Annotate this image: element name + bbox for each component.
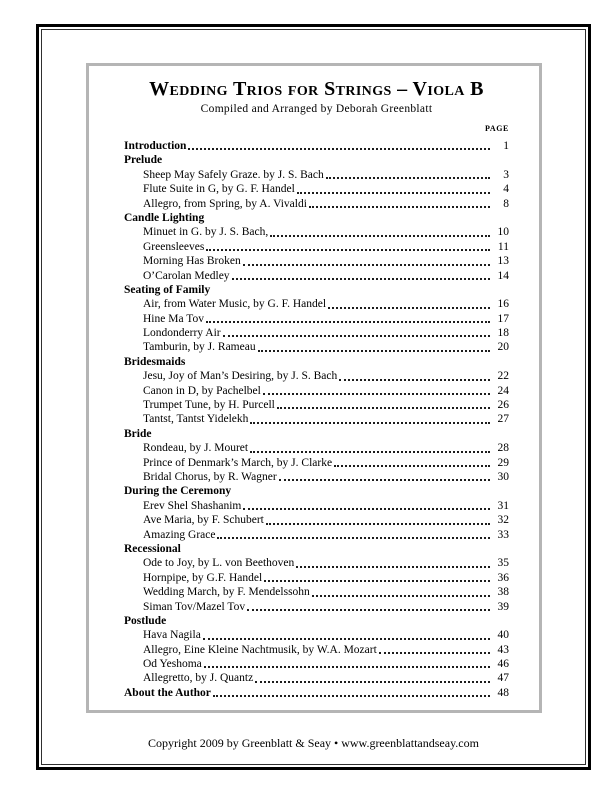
toc-row [124, 614, 509, 628]
toc-entry-label: Hava Nagila [143, 629, 201, 642]
toc-row [124, 211, 509, 225]
toc-row [124, 240, 509, 254]
toc-row [124, 628, 509, 642]
toc-row [124, 269, 509, 283]
toc-row [124, 283, 509, 297]
toc-page-number: 27 [497, 413, 509, 426]
toc-page-number: 18 [497, 327, 509, 340]
toc-dot-leader [204, 666, 490, 668]
toc-page-number: 24 [497, 384, 509, 397]
toc-entry-label: Wedding March, by F. Mendelssohn [143, 586, 310, 599]
toc-page-number: 14 [497, 269, 509, 282]
toc-dot-leader [206, 249, 490, 251]
toc-row [124, 254, 509, 268]
toc-row [124, 153, 509, 167]
toc-page-number: 48 [497, 686, 509, 699]
toc-entry-label: Allegretto, by J. Quantz [143, 672, 254, 685]
page-title: Wedding Trios for Strings – Viola B [149, 78, 484, 100]
toc-row [124, 513, 509, 527]
toc-row [124, 197, 509, 211]
toc-page-number: 20 [497, 341, 509, 354]
toc-dot-leader [206, 321, 490, 323]
toc-entry-label: Erev Shel Shashanim [143, 499, 242, 512]
toc-entry-label: Tamburin, by J. Rameau [143, 341, 256, 354]
toc-page-number: 1 [503, 140, 509, 152]
toc-dot-leader [334, 465, 490, 467]
toc-row [124, 225, 509, 239]
toc-dot-leader [266, 523, 490, 525]
toc-page-number: 28 [497, 442, 509, 455]
toc-dot-leader [379, 652, 490, 654]
toc-page-number: 30 [497, 470, 509, 483]
toc-row [124, 412, 509, 426]
toc-entry-label: Trumpet Tune, by H. Purcell [143, 399, 275, 412]
toc-page-number: 10 [497, 226, 509, 239]
toc-row [124, 326, 509, 340]
toc-row [124, 643, 509, 657]
toc-page-number: 26 [497, 399, 509, 412]
toc-dot-leader [296, 566, 490, 568]
toc-row [124, 398, 509, 412]
toc-row [124, 671, 509, 685]
toc-row [124, 484, 509, 498]
toc-page-number: 4 [503, 183, 509, 196]
toc-dot-leader [263, 393, 490, 395]
toc-dot-leader [297, 192, 490, 194]
toc-dot-leader [312, 595, 490, 597]
toc-entry-label: Allegro, from Spring, by A. Vivaldi [143, 197, 307, 210]
table-of-contents [124, 139, 509, 700]
toc-section-label: Bride [124, 427, 152, 440]
toc-section-label: About the Author [124, 686, 211, 699]
toc-dot-leader [277, 407, 490, 409]
toc-page-number: 40 [497, 629, 509, 642]
toc-row [124, 571, 509, 585]
toc-dot-leader [255, 681, 490, 683]
toc-section-label: During the Ceremony [124, 485, 232, 498]
toc-entry-label: Ave Maria, by F. Schubert [143, 514, 264, 527]
toc-entry-label: Sheep May Safely Graze. by J. S. Bach [143, 168, 324, 181]
toc-page-number: 17 [497, 312, 509, 325]
toc-row [124, 600, 509, 614]
toc-row [124, 384, 509, 398]
toc-dot-leader [223, 335, 490, 337]
toc-page-number: 47 [497, 672, 509, 685]
toc-row [124, 542, 509, 556]
toc-dot-leader [250, 422, 490, 424]
toc-entry-label: Flute Suite in G, by G. F. Handel [143, 183, 295, 196]
toc-page-number: 29 [497, 456, 509, 469]
toc-dot-leader [243, 264, 490, 266]
toc-section-label: Recessional [124, 542, 181, 555]
toc-page-number: 11 [497, 240, 509, 253]
toc-entry-label: Air, from Water Music, by G. F. Handel [143, 298, 327, 311]
toc-entry-label: Prince of Denmark’s March, by J. Clarke [143, 456, 333, 469]
toc-row [124, 657, 509, 671]
toc-section-label: Seating of Family [124, 283, 211, 296]
toc-dot-leader [217, 537, 490, 539]
toc-dot-leader [328, 307, 490, 309]
toc-row [124, 182, 509, 196]
page-column-label: PAGE [484, 124, 509, 133]
toc-page-number: 39 [497, 600, 509, 613]
toc-page-number: 3 [503, 168, 509, 181]
toc-row [124, 528, 509, 542]
toc-page-number: 46 [497, 658, 509, 671]
toc-row [124, 297, 509, 311]
toc-entry-label: Hine Ma Tov [143, 312, 204, 325]
toc-row [124, 686, 509, 700]
toc-entry-label: O’Carolan Medley [143, 269, 230, 282]
toc-entry-label: Od Yeshoma [143, 658, 202, 671]
toc-dot-leader [264, 580, 490, 582]
toc-entry-label: Canon in D, by Pachelbel [143, 384, 261, 397]
toc-row [124, 312, 509, 326]
toc-entry-label: Jesu, Joy of Man’s Desiring, by J. S. Bach [143, 370, 338, 383]
toc-section-label: Candle Lighting [124, 211, 205, 224]
toc-row [124, 456, 509, 470]
toc-entry-label: Allegro, Eine Kleine Nachtmusik, by W.A. Mozart [143, 643, 377, 656]
toc-page-number: 38 [497, 586, 509, 599]
toc-entry-label: Londonderry Air [143, 327, 221, 340]
toc-dot-leader [250, 451, 490, 453]
toc-dot-leader [258, 350, 490, 352]
toc-row [124, 340, 509, 354]
page-subtitle: Compiled and Arranged by Deborah Greenblatt [200, 103, 433, 115]
toc-page-number: 32 [497, 514, 509, 527]
toc-page-number: 8 [503, 197, 509, 210]
toc-dot-leader [326, 177, 490, 179]
toc-entry-label: Minuet in G. by J. S. Bach, [143, 226, 269, 239]
toc-entry-label: Siman Tov/Mazel Tov [143, 600, 246, 613]
toc-row [124, 441, 509, 455]
toc-page-number: 31 [497, 499, 509, 512]
toc-entry-label: Hornpipe, by G.F. Handel [143, 571, 263, 584]
toc-dot-leader [243, 508, 490, 510]
toc-entry-label: Bridal Chorus, by R. Wagner [143, 470, 277, 483]
toc-row [124, 499, 509, 513]
toc-row [124, 427, 509, 441]
toc-row [124, 556, 509, 570]
toc-dot-leader [270, 235, 490, 237]
toc-page-number: 13 [497, 255, 509, 268]
toc-row [124, 585, 509, 599]
toc-section-label: Introduction [124, 140, 187, 152]
toc-section-label: Prelude [124, 154, 163, 167]
toc-page-number: 36 [497, 571, 509, 584]
toc-entry-label: Rondeau, by J. Mouret [143, 442, 249, 455]
toc-page-number: 35 [497, 557, 509, 570]
toc-dot-leader [339, 379, 490, 381]
toc-entry-label: Tantst, Tantst Yidelekh [143, 413, 249, 426]
toc-section-label: Bridesmaids [124, 355, 186, 368]
toc-entry-label: Ode to Joy, by L. von Beethoven [143, 557, 295, 570]
toc-dot-leader [213, 695, 490, 697]
toc-row [124, 355, 509, 369]
toc-row [124, 369, 509, 383]
toc-dot-leader [203, 638, 490, 640]
toc-dot-leader [247, 609, 490, 611]
toc-row [124, 168, 509, 182]
toc-entry-label: Morning Has Broken [143, 255, 241, 268]
toc-row [124, 470, 509, 484]
toc-row [124, 139, 509, 153]
toc-page-number: 43 [497, 643, 509, 656]
toc-dot-leader [309, 206, 490, 208]
toc-page-number: 33 [497, 528, 509, 541]
toc-section-label: Postlude [124, 614, 167, 627]
toc-box [86, 63, 542, 713]
toc-page-number: 16 [497, 298, 509, 311]
toc-page-number: 22 [497, 370, 509, 383]
toc-dot-leader [232, 278, 490, 280]
toc-dot-leader [279, 479, 490, 481]
toc-entry-label: Amazing Grace [143, 528, 216, 541]
toc-dot-leader [188, 148, 490, 150]
footer-copyright: Copyright 2009 by Greenblatt & Seay • www.greenblattandseay.com [148, 736, 479, 750]
toc-entry-label: Greensleeves [143, 240, 205, 253]
